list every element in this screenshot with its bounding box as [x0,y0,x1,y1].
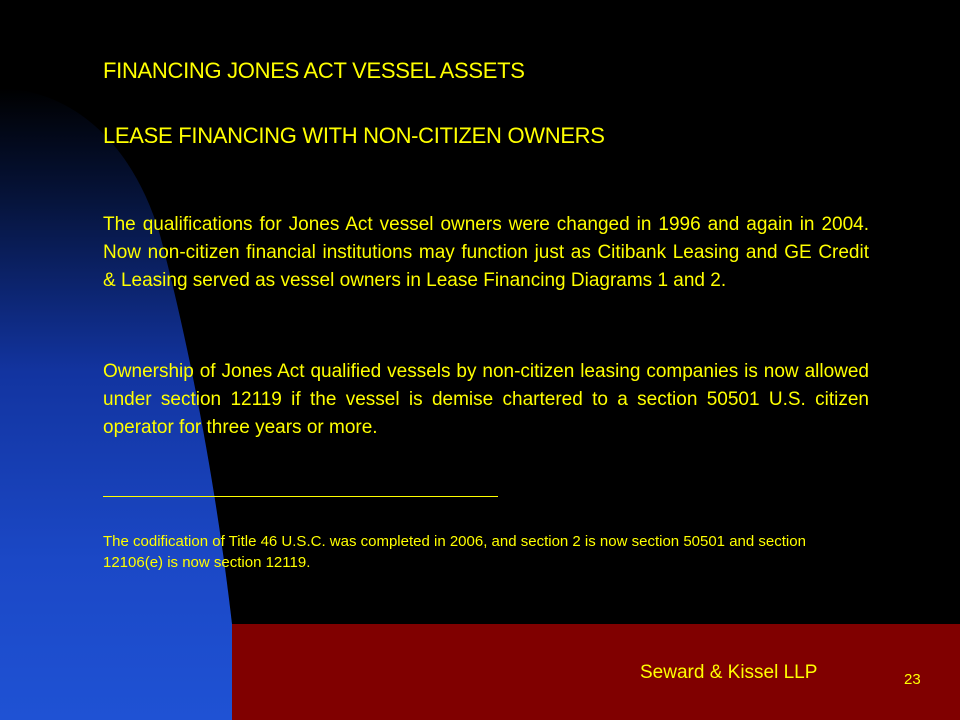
footnote-text: The codification of Title 46 U.S.C. was completed in 2006, and section 2 is now section 50501 and section 12106(e) is now section 12119. [103,533,806,571]
firm-name: Seward & Kissel LLP [640,662,818,683]
footnote-divider [103,496,498,497]
page-number: 23 [904,671,921,688]
slide-subtitle: LEASE FINANCING WITH NON-CITIZEN OWNERS [103,123,605,148]
body-paragraph-2: Ownership of Jones Act qualified vessels by non-citizen leasing companies is now allowed under section 12119 if the vessel is demise chartered to a section 50501 U.S. citizen operator for three years or more. [103,361,869,438]
body-paragraph-1: The qualifications for Jones Act vessel owners were changed in 1996 and again in 2004. Now non-citizen financial institutions may function just as Citibank Leasing and GE Credit & Leasing served as vessel owners in Lease Financing Diagrams 1 and 2. [103,214,869,291]
footer-band [232,624,960,720]
slide-title: FINANCING JONES ACT VESSEL ASSETS [103,58,525,83]
